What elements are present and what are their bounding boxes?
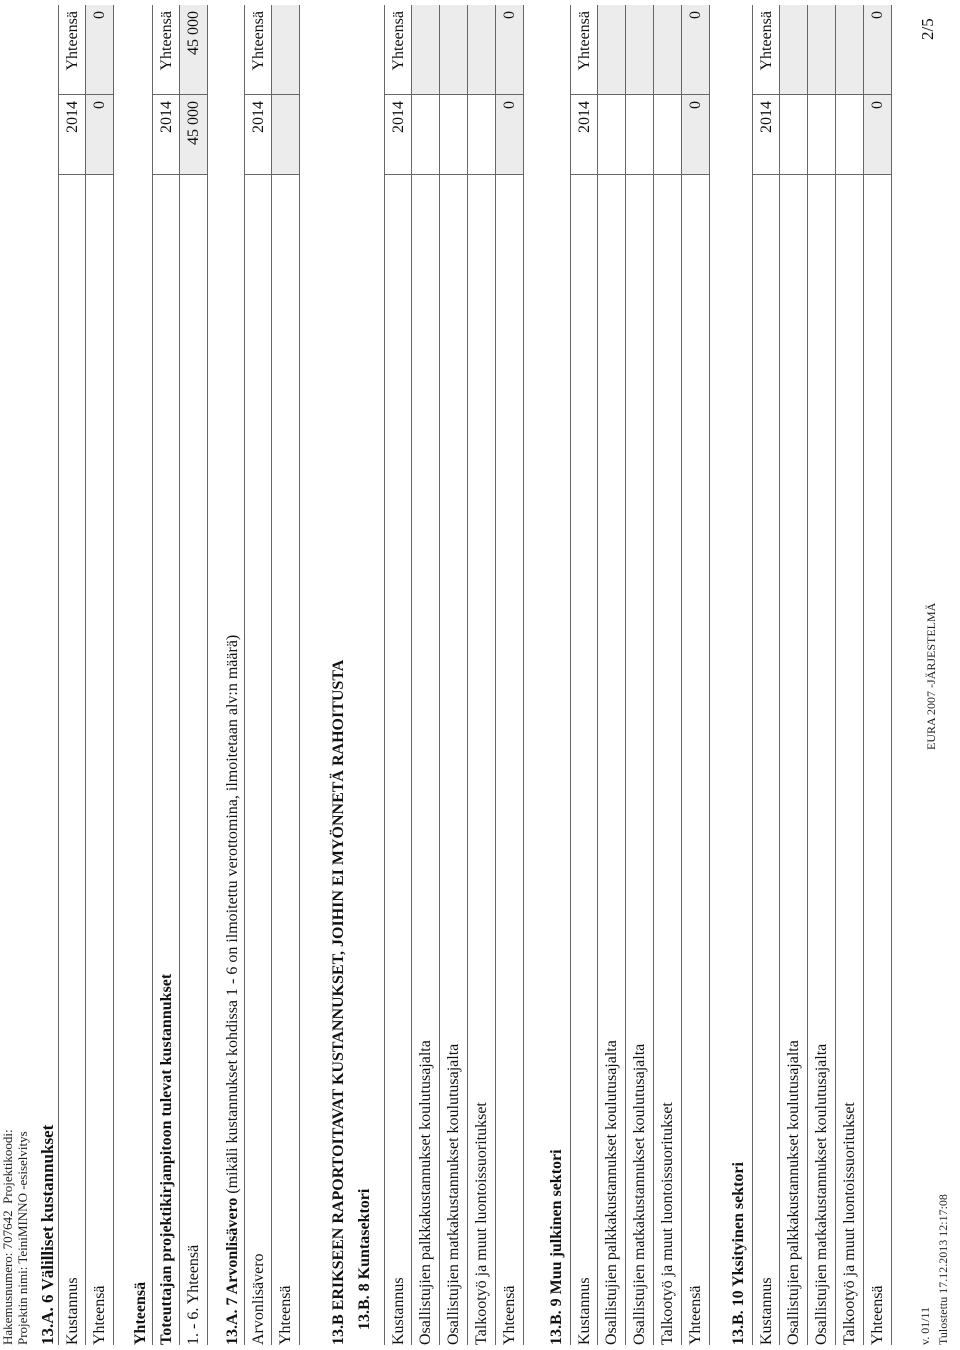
table-header-13a6: Kustannus 2014 Yhteensä xyxy=(58,5,86,1345)
table-row: Osallistujien palkkakustannukset koulutusajalta xyxy=(412,5,440,1345)
table-header-13a7: Arvonlisävero 2014 Yhteensä xyxy=(244,5,272,1345)
page-number: 2/5 xyxy=(918,18,937,40)
footer-version: v. 01/11 xyxy=(918,1306,932,1345)
table-total-13b10: Yhteensä 0 0 xyxy=(864,5,892,1345)
table-total-13a7: Yhteensä xyxy=(272,5,300,1345)
table-total-13a6: Yhteensä 0 0 xyxy=(86,5,114,1345)
table-row: Osallistujien palkkakustannukset koulutusajalta xyxy=(780,5,808,1345)
section-title-13b8: 13.B. 8 Kuntasektori xyxy=(356,1188,373,1330)
table-row: Osallistujien matkakustannukset koulutusajalta xyxy=(626,5,654,1345)
table-header-13b8: Kustannus 2014 Yhteensä xyxy=(384,5,412,1345)
section-title-13a6: 13.A. 6 Välilliset kustannukset xyxy=(38,1124,57,1345)
table-row: Talkootyö ja muut luontoissuoritukset xyxy=(468,5,496,1345)
table-row: Talkootyö ja muut luontoissuoritukset xyxy=(836,5,864,1345)
table-total-13b8: Yhteensä 0 0 xyxy=(496,5,524,1345)
table-row: Talkootyö ja muut luontoissuoritukset xyxy=(654,5,682,1345)
table-row: Osallistujien palkkakustannukset koulutusajalta xyxy=(598,5,626,1345)
application-number: Hakemusnumero: 707642 xyxy=(0,1210,15,1345)
project-code: Projektikoodi: xyxy=(0,1129,15,1204)
table-row: Osallistujien matkakustannukset koulutusajalta xyxy=(808,5,836,1345)
table-header-13b10: Kustannus 2014 Yhteensä xyxy=(752,5,780,1345)
summary-header: Toteuttajan projektikirjanpitoon tulevat kustannukset 2014 Yhteensä xyxy=(152,5,180,1345)
table-total-13b9: Yhteensä 0 0 xyxy=(682,5,710,1345)
section-title-13a7: 13.A. 7 Arvonlisävero (mikäli kustannukset kohdissa 1 - 6 on ilmoitettu verottomina, ilmoitetaan alv:n määrä) xyxy=(224,634,241,1345)
document-header xyxy=(0,1129,30,1345)
footer-printed: Tulostettu 17.12.2013 12:17:08 xyxy=(936,1194,950,1345)
section-title-13b10: 13.B. 10 Yksityinen sektori xyxy=(730,1162,747,1345)
summary-title: Yhteensä xyxy=(132,1281,149,1345)
section-title-13b9: 13.B. 9 Muu julkinen sektori xyxy=(548,1149,565,1345)
table-row: Osallistujien matkakustannukset koulutusajalta xyxy=(440,5,468,1345)
footer-system: EURA 2007 -JÄRJESTELMÄ xyxy=(924,602,938,750)
table-header-13b9: Kustannus 2014 Yhteensä xyxy=(570,5,598,1345)
section-title-13b: 13.B ERIKSEEN RAPORTOITAVAT KUSTANNUKSET, JOIHIN EI MYÖNNETÄ RAHOITUSTA xyxy=(330,659,347,1345)
summary-row: 1. - 6. Yhteensä 45 000 45 000 xyxy=(180,5,208,1345)
project-name: Projektin nimi: TeiniMINNO -esiselvitys xyxy=(15,1131,30,1345)
